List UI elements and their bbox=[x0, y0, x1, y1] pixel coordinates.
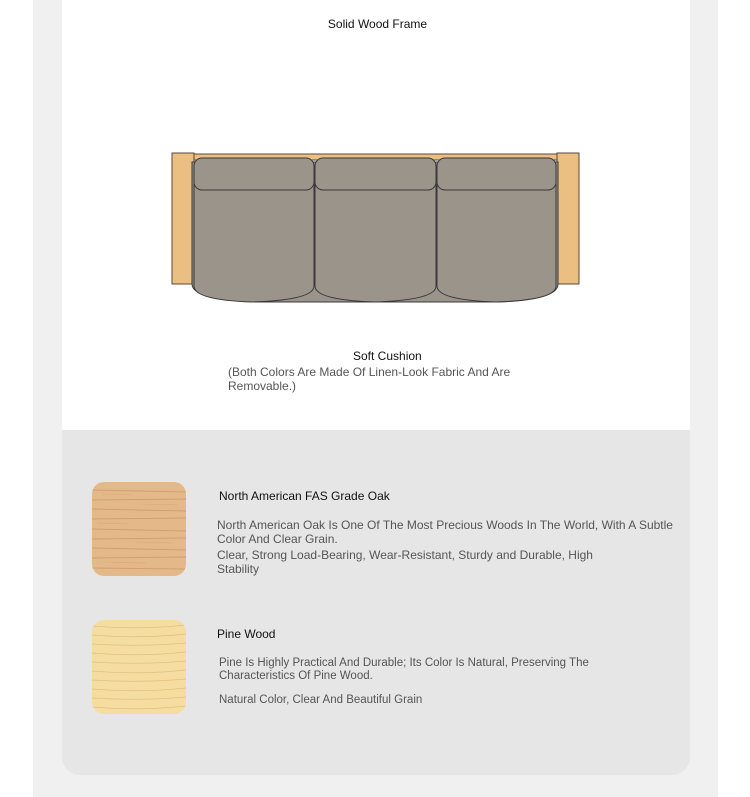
oak-title: North American FAS Grade Oak bbox=[219, 489, 390, 503]
pine-title: Pine Wood bbox=[217, 627, 276, 641]
back-cushion-middle bbox=[315, 158, 436, 190]
cushion-note: (Both Colors Are Made Of Linen-Look Fabric And Are Removable.) bbox=[228, 365, 511, 393]
cushion-title: Soft Cushion bbox=[353, 349, 422, 363]
sofa-top-view bbox=[168, 148, 584, 308]
pine-swatch-image bbox=[92, 620, 186, 714]
back-cushion-left bbox=[194, 158, 314, 190]
oak-features: Clear, Strong Load-Bearing, Wear-Resistant, Sturdy and Durable, High Stability bbox=[217, 548, 593, 576]
cushion-right bbox=[437, 184, 556, 302]
frame-label: Solid Wood Frame bbox=[327, 17, 428, 31]
sofa-illustration bbox=[168, 148, 584, 308]
back-cushion-right bbox=[437, 158, 556, 190]
frame-right-arm bbox=[557, 153, 579, 284]
cushion-middle bbox=[315, 184, 436, 302]
frame-left-arm bbox=[172, 153, 194, 284]
oak-swatch-image bbox=[92, 482, 186, 576]
pine-description: Pine Is Highly Practical And Durable; Its Color Is Natural, Preserving The Characteristics Of Pine Wood. bbox=[219, 657, 589, 682]
pine-features: Natural Color, Clear And Beautiful Grain bbox=[219, 694, 423, 706]
cushion-left bbox=[194, 184, 314, 302]
oak-description: North American Oak Is One Of The Most Precious Woods In The World, With A Subtle Color And Clear Grain. bbox=[217, 518, 673, 546]
